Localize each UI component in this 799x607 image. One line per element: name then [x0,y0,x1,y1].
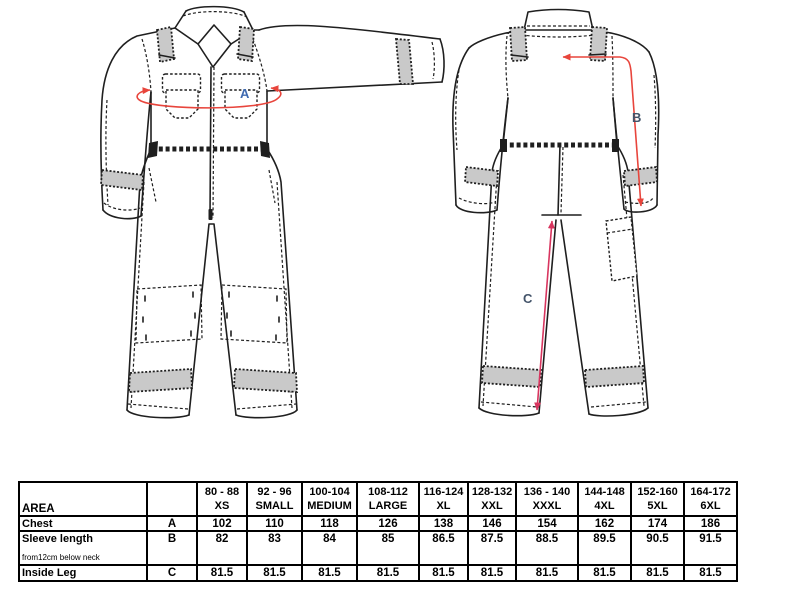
size-header-6xl: 164-172 6XL [684,482,737,516]
front-right-leg-tape [234,369,297,392]
sleeve-value: 83 [247,531,302,565]
inside-leg-value: 81.5 [419,565,468,581]
sleeve-value: 89.5 [578,531,631,565]
measure-label-a: A [240,86,250,101]
inside-leg-value: 81.5 [684,565,737,581]
sleeve-value: 91.5 [684,531,737,565]
chest-value: 138 [419,516,468,531]
inside-leg-value: 81.5 [197,565,247,581]
back-right-leg-tape [585,366,644,387]
size-header-xl: 116-124 XL [419,482,468,516]
sleeve-value: 88.5 [516,531,578,565]
extended-sleeve-tape [396,39,413,84]
inside-leg-value: 81.5 [631,565,684,581]
chest-value: 186 [684,516,737,531]
chest-value: 174 [631,516,684,531]
size-table-header-row [19,482,737,516]
size-header-large: 108-112 LARGE [357,482,419,516]
front-knee-panel-left [136,285,202,343]
front-knee-panel-right [221,285,287,343]
front-body-outline [101,25,444,417]
front-waistband [148,141,270,158]
inside-leg-value: 81.5 [468,565,516,581]
inseam-measure-arrow [537,221,552,410]
inside-leg-row-label: Inside Leg [19,565,147,581]
back-right-shoulder-tape [590,27,607,61]
size-header-xxxl: 136 - 140 XXXL [516,482,578,516]
measure-label-b: B [632,110,642,125]
chest-row-letter: A [147,516,197,531]
inside-leg-value: 81.5 [247,565,302,581]
sleeve-value: 84 [302,531,357,565]
coverall-front-view [101,7,444,418]
sleeve-row-letter: B [147,531,197,565]
front-left-leg-tape [129,369,192,392]
sleeve-row-label: Sleeve length from12cm below neck [19,531,147,565]
chest-row-label: Chest [19,516,147,531]
chest-row [19,516,737,531]
sleeve-length-row [19,531,737,565]
chest-value: 126 [357,516,419,531]
area-header-cell: AREA [19,482,147,516]
back-center-seam [558,145,563,215]
sleeve-value: 85 [357,531,419,565]
chest-value: 154 [516,516,578,531]
chest-value: 162 [578,516,631,531]
size-header-4xl: 144-148 4XL [578,482,631,516]
sleeve-value: 90.5 [631,531,684,565]
sleeve-value: 86.5 [419,531,468,565]
measure-label-c: C [523,291,533,306]
inside-leg-value: 81.5 [357,565,419,581]
coverall-back-view [453,10,659,417]
back-left-leg-tape [482,366,541,387]
size-table [18,481,738,582]
back-right-tape-bar [589,54,606,55]
inside-leg-value: 81.5 [516,565,578,581]
sleeve-value: 82 [197,531,247,565]
size-header-xs: 80 - 88 XS [197,482,247,516]
sleeve-row-note: from12cm below neck [22,553,100,562]
back-left-cuff-tape [465,167,498,186]
front-left-cuff-tape [101,170,143,190]
size-header-5xl: 152-160 5XL [631,482,684,516]
inside-leg-row [19,565,737,581]
size-header-medium: 100-104 MEDIUM [302,482,357,516]
letter-header-cell [147,482,197,516]
inside-leg-row-letter: C [147,565,197,581]
chest-value: 102 [197,516,247,531]
chest-value: 146 [468,516,516,531]
front-chest-pocket-left [163,74,201,118]
chest-value: 110 [247,516,302,531]
sleeve-value: 87.5 [468,531,516,565]
back-right-cuff-tape [624,167,657,186]
size-header-xxl: 128-132 XXL [468,482,516,516]
size-header-small: 92 - 96 SMALL [247,482,302,516]
inside-leg-value: 81.5 [302,565,357,581]
inside-leg-value: 81.5 [578,565,631,581]
chest-value: 118 [302,516,357,531]
back-body-outline [453,10,659,417]
front-zipper [209,67,215,220]
